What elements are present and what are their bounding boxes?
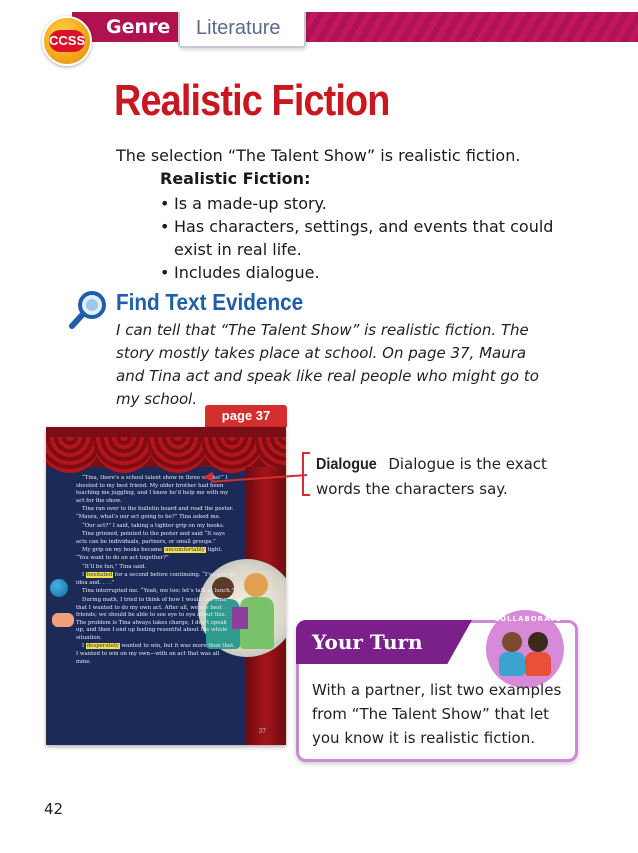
page-number: 42 bbox=[44, 800, 64, 818]
definition-list bbox=[160, 192, 560, 284]
ccss-badge-text: CCSS bbox=[49, 30, 85, 52]
book-text bbox=[76, 475, 236, 667]
dialogue-term: Dialogue bbox=[316, 456, 377, 473]
book-paragraph: Tina ran over to the bulletin board and read the poster. “Maura, what’s our act going to be?” Tina asked me. bbox=[76, 506, 234, 520]
collaborate-icon bbox=[486, 610, 564, 688]
globe-illustration bbox=[50, 579, 68, 597]
callout-arrow-head bbox=[203, 472, 214, 483]
vocabulary-highlight: uncomfortably bbox=[165, 547, 205, 554]
magnifying-glass-icon bbox=[68, 290, 108, 330]
character-maura-head bbox=[244, 573, 268, 597]
page-tab: page 37 bbox=[205, 405, 287, 427]
your-turn-title: Your Turn bbox=[312, 630, 423, 654]
book-paragraph: “Tina, there’s a school talent show in three weeks!” I shouted to my best friend. My older brother had been teaching me juggling, and I knew he’d help me with my act for the show. bbox=[76, 475, 229, 504]
dialogue-definition: Dialogue is the exact words the characters say. bbox=[316, 455, 547, 498]
page-title: Realistic Fiction bbox=[114, 76, 390, 125]
curtain-swag bbox=[148, 437, 208, 473]
student-head-icon bbox=[528, 632, 548, 652]
genre-label: Genre bbox=[106, 16, 171, 38]
book-paragraph-highlighted: My grip on my books became uncomfortably tight. “You want to do an act together?” bbox=[76, 547, 223, 561]
book-page-number: 37 bbox=[258, 728, 266, 735]
book-paragraph: Tina grinned, pointed to the poster and said “It says acts can be individuals, partners, or small groups.” bbox=[76, 531, 225, 545]
dialogue-callout bbox=[316, 452, 566, 501]
book-page-image bbox=[46, 427, 286, 745]
book-paragraph: “Our act?” I said, taking a tighter grip on my books. bbox=[82, 522, 225, 529]
book-paragraph: “It’ll be fun,” Tina said. bbox=[82, 563, 146, 570]
definition-bullet: • Has characters, settings, and events that could exist in real life. bbox=[160, 215, 560, 261]
ccss-badge bbox=[42, 16, 92, 66]
vocabulary-highlight: hesitated bbox=[86, 572, 113, 579]
book-paragraph: During math, I tried to think of how I would tell Tina that I wanted to do my own act. After all, we are best friends; we should be able to see eye to eye about this. The problem is Tina always takes charge, I don’t speak up, and then I end up feeling resentful about the whole situation. bbox=[76, 596, 228, 641]
find-text-evidence-heading: Find Text Evidence bbox=[116, 289, 304, 315]
book-paragraph-highlighted: I desperately wanted to win, but it was more than that. I wanted to win on my own—with an act that was all mine. bbox=[76, 643, 236, 665]
definition-heading: Realistic Fiction: bbox=[160, 169, 311, 188]
collaborate-label: COLLABORATE bbox=[494, 615, 562, 623]
student-icon bbox=[525, 652, 551, 676]
definition-bullet: • Is a made-up story. bbox=[160, 192, 560, 215]
student-icon bbox=[499, 652, 525, 676]
curtain-swag bbox=[46, 437, 100, 473]
vocabulary-highlight: desperately bbox=[86, 643, 119, 650]
intro-text: The selection “The Talent Show” is realistic fiction. bbox=[116, 146, 521, 165]
book-paragraph-highlighted: I hesitated for a second before continuing. “I’ve got an idea and. . . .” bbox=[76, 572, 235, 586]
genre-banner bbox=[0, 6, 638, 56]
literature-label: Literature bbox=[196, 17, 281, 39]
student-head-icon bbox=[502, 632, 522, 652]
book-paragraph: Tina interrupted me. “Yeah, me too; let’s talk at lunch.” bbox=[82, 588, 235, 595]
hand-illustration bbox=[52, 613, 74, 627]
definition-bullet: • Includes dialogue. bbox=[160, 261, 560, 284]
callout-bracket bbox=[302, 452, 310, 496]
find-text-evidence-body: I can tell that “The Talent Show” is realistic fiction. The story mostly takes place at school. On page 37, Maura and Tina act and speak like real people who might go to my school. bbox=[116, 321, 539, 408]
your-turn-body: With a partner, list two examples from “The Talent Show” that let you know it is realistic fiction. bbox=[312, 681, 562, 747]
curtain-swag bbox=[94, 437, 154, 473]
